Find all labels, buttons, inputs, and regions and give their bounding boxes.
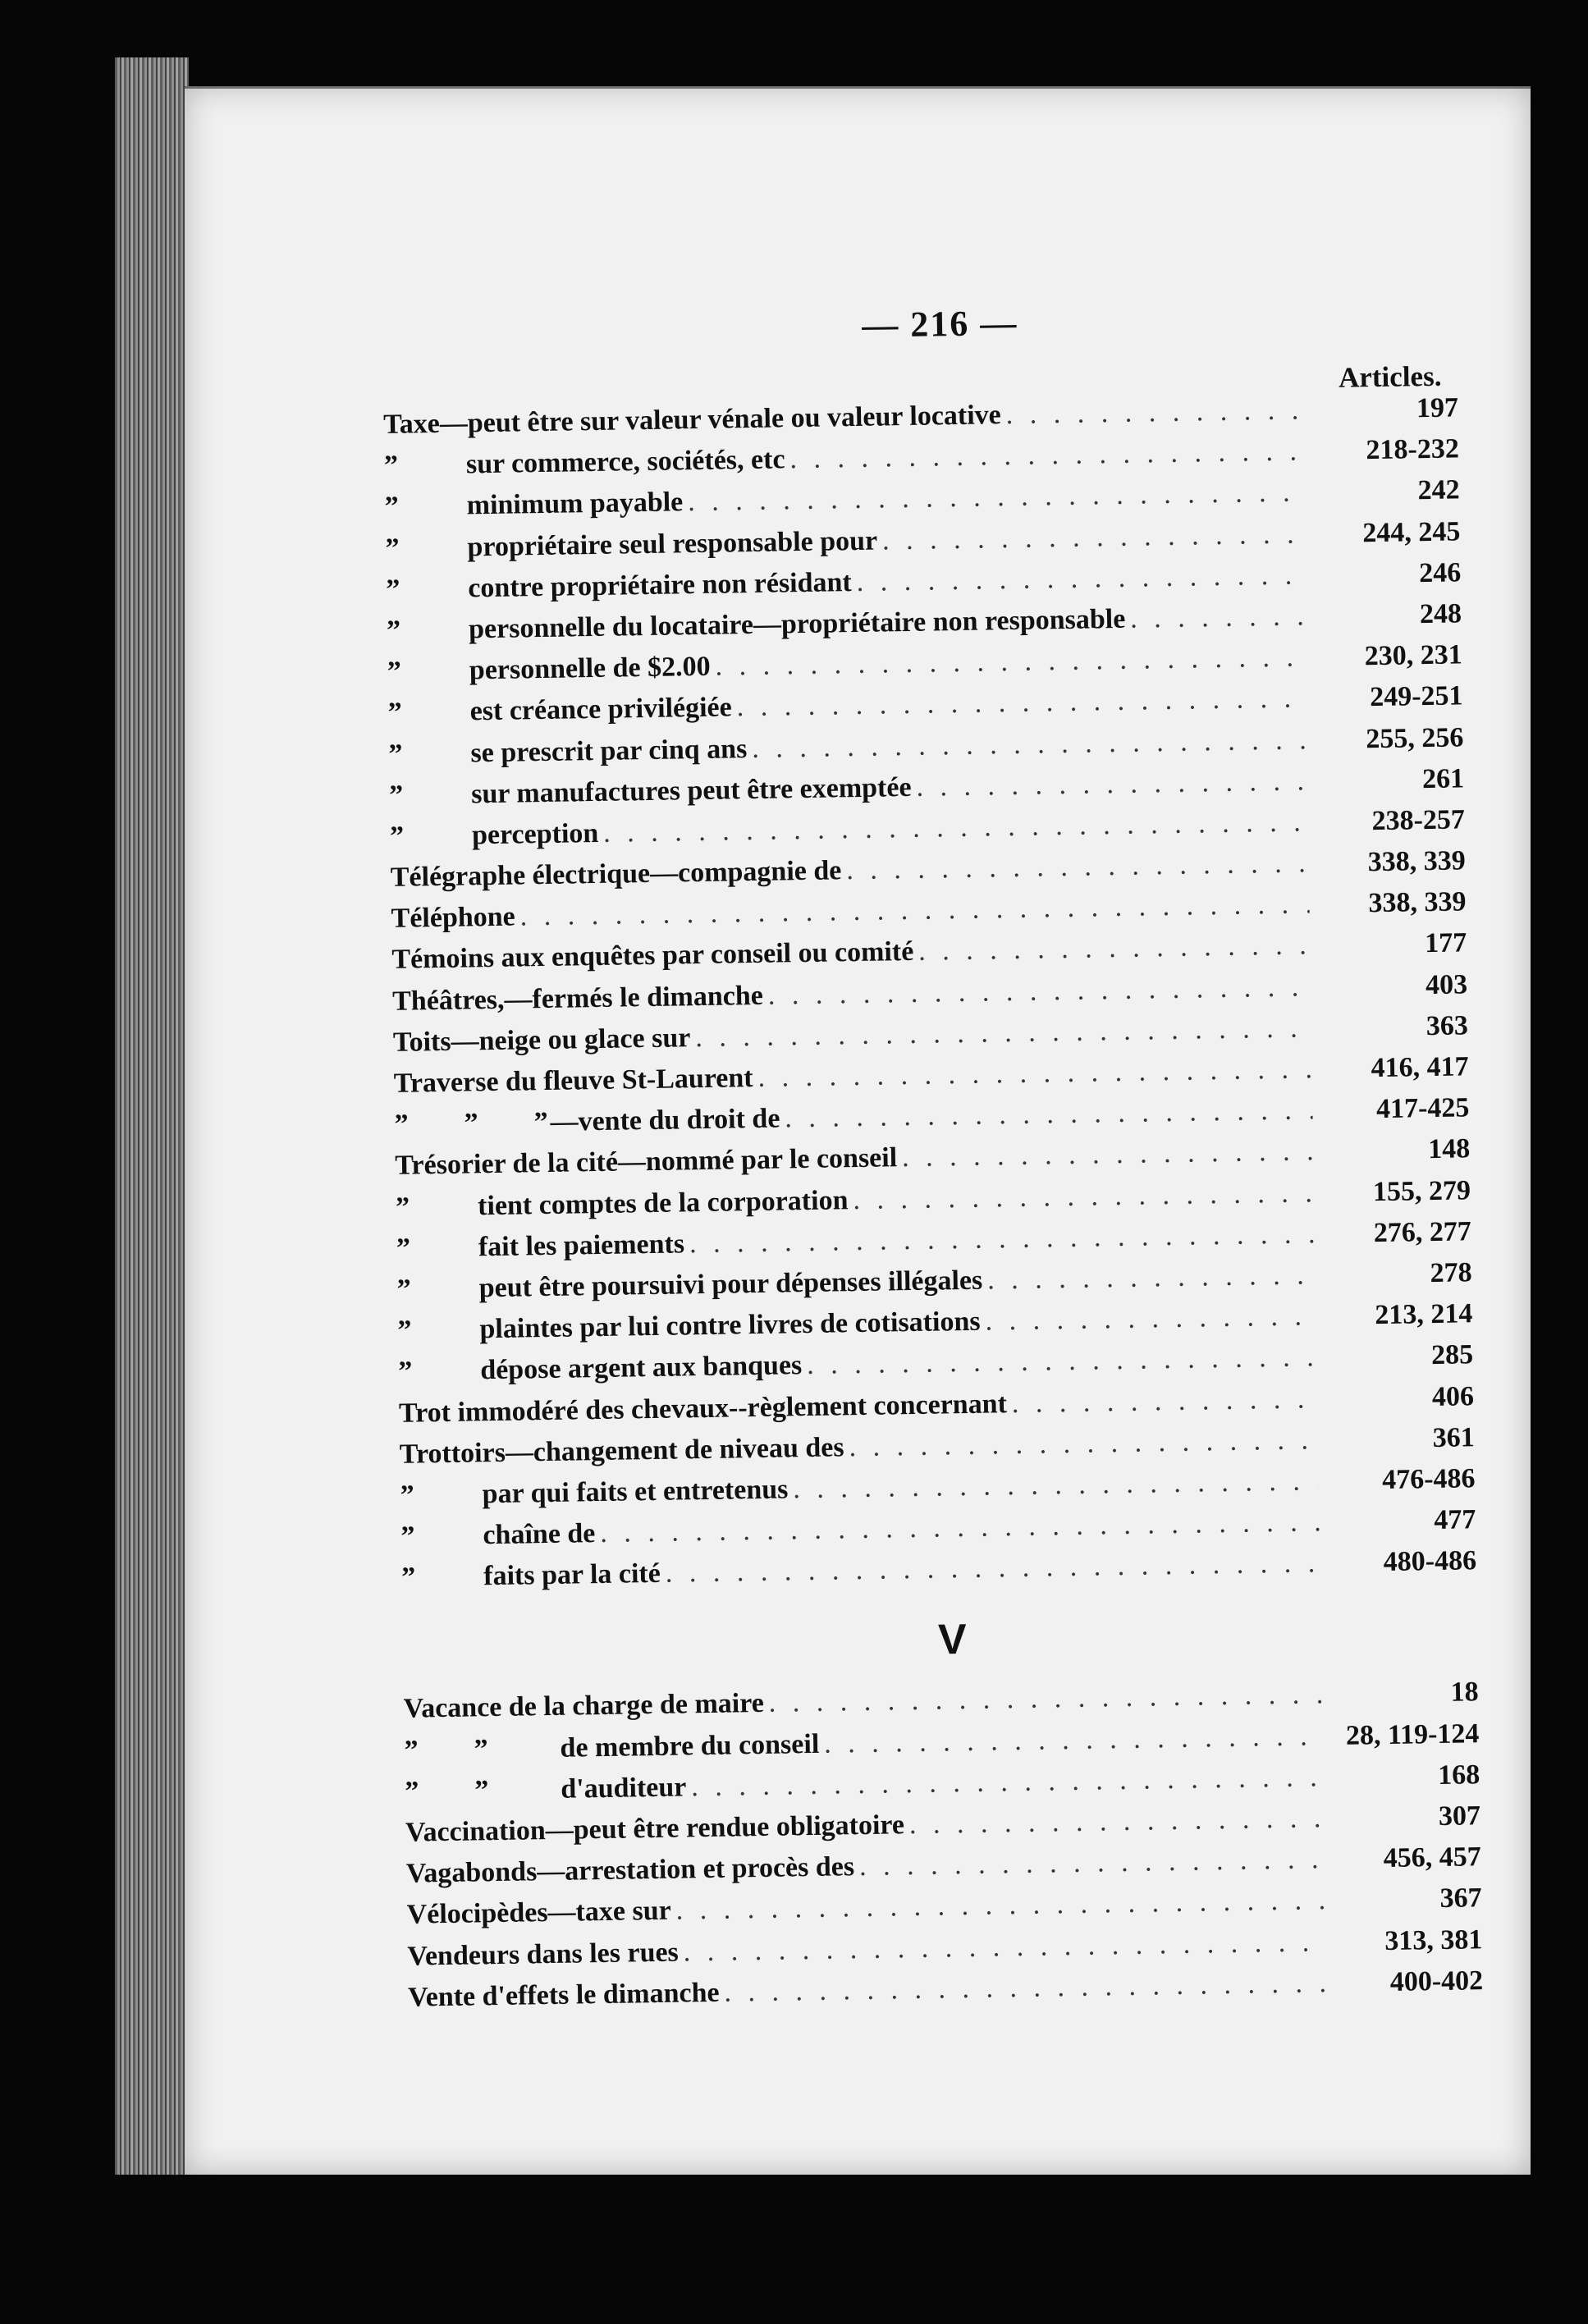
dot-leader — [846, 848, 1309, 886]
index-section-v — [403, 1677, 1491, 2023]
article-reference: 338, 339 — [1367, 845, 1466, 878]
article-reference: 406 — [1431, 1380, 1475, 1412]
article-reference: 477 — [1433, 1504, 1476, 1536]
article-reference: 476-486 — [1381, 1463, 1476, 1495]
article-reference: 361 — [1432, 1421, 1475, 1453]
article-reference: 238-257 — [1371, 804, 1466, 836]
dot-leader — [1012, 1384, 1318, 1420]
ditto-mark: ” — [387, 697, 402, 729]
column-header-articles: Articles. — [1338, 359, 1442, 394]
article-reference: 417-425 — [1375, 1092, 1470, 1125]
article-reference: 400-402 — [1389, 1965, 1484, 1997]
article-reference: 403 — [1425, 968, 1468, 1000]
article-reference: 218-232 — [1366, 433, 1460, 466]
entry-label: se prescrit par cinq ans — [470, 733, 748, 768]
entry-label: Théâtres,—fermés le dimanche — [391, 980, 764, 1017]
entry-label: tient comptes de la corporation — [477, 1184, 849, 1221]
dot-leader — [849, 1425, 1318, 1463]
entry-label: chaîne de — [483, 1518, 596, 1551]
ditto-mark: ” — [400, 1562, 416, 1594]
ditto-mark: ” — [386, 574, 400, 605]
article-reference: 177 — [1424, 927, 1467, 959]
article-reference: 276, 277 — [1373, 1216, 1472, 1248]
article-reference: 367 — [1439, 1883, 1482, 1915]
ditto-mark: ” — [395, 1192, 410, 1223]
article-reference: 213, 214 — [1375, 1298, 1473, 1331]
entry-label: fait les paiements — [478, 1228, 685, 1263]
article-reference: 255, 256 — [1366, 721, 1464, 754]
article-reference: 230, 231 — [1364, 639, 1463, 672]
book-page-edges — [115, 57, 189, 2175]
entry-label: peut être poursuivi pour dépenses illégales — [478, 1265, 983, 1304]
ditto-mark: ” — [383, 450, 399, 482]
dot-leader — [824, 1721, 1323, 1760]
entry-label: de membre du conseil — [560, 1728, 820, 1764]
article-reference: 278 — [1430, 1257, 1472, 1289]
entry-label: perception — [471, 817, 599, 851]
ditto-mark: ” ” — [404, 1733, 488, 1766]
article-reference: 248 — [1419, 598, 1462, 630]
article-reference: 313, 381 — [1384, 1924, 1483, 1956]
article-reference: 338, 339 — [1368, 886, 1467, 919]
entry-label: Vélocipèdes—taxe sur — [406, 1896, 671, 1931]
dot-leader — [853, 1178, 1314, 1216]
ditto-mark: ” — [386, 615, 401, 646]
entry-label: Vacance de la charge de maire — [403, 1688, 765, 1725]
page-top-border — [185, 86, 1531, 89]
ditto-mark: ” — [398, 1356, 413, 1388]
entry-label: Témoins aux enquêtes par conseil ou comité — [391, 936, 914, 976]
ditto-mark: ” — [397, 1315, 412, 1346]
ditto-mark: ” — [400, 1521, 415, 1552]
ditto-mark: ” — [388, 739, 403, 770]
entry-label: personnelle du locataire—propriétaire non responsable — [468, 603, 1126, 645]
article-reference: 249-251 — [1369, 680, 1463, 713]
entry-label: Vaccination—peut être rendue obligatoire — [405, 1809, 905, 1848]
dot-leader — [916, 766, 1307, 803]
dot-leader — [1130, 601, 1305, 634]
ditto-mark: ” — [396, 1274, 412, 1305]
article-reference: 307 — [1438, 1800, 1481, 1832]
entry-label: Téléphone — [391, 901, 516, 935]
article-reference: 197 — [1416, 392, 1459, 424]
article-reference: 242 — [1417, 474, 1460, 506]
dot-leader — [985, 1301, 1316, 1337]
entry-label: contre propriétaire non résidant — [468, 566, 853, 604]
entry-label: —vente du droit de — [550, 1103, 780, 1138]
entry-label: Trot immodéré des chevaux--règlement concernant — [398, 1388, 1008, 1429]
entry-label: est créance privilégiée — [469, 692, 732, 727]
article-reference: 148 — [1427, 1133, 1471, 1165]
index-content — [382, 295, 1492, 2023]
ditto-mark: ” — [400, 1480, 414, 1511]
entry-label: plaintes par lui contre livres de cotisations — [479, 1306, 981, 1345]
entry-label: Toits—neige ou glace sur — [392, 1022, 691, 1058]
ditto-mark: ” ” ” — [394, 1107, 548, 1141]
article-reference: 416, 417 — [1371, 1051, 1469, 1084]
article-reference: 285 — [1430, 1339, 1474, 1371]
article-reference: 28, 119-124 — [1345, 1718, 1480, 1751]
dot-leader — [909, 1803, 1325, 1841]
article-reference: 363 — [1426, 1010, 1469, 1041]
entry-label: Télégraphe électrique—compagnie de — [390, 855, 842, 893]
entry-label: Traverse du fleuve St-Laurent — [393, 1063, 753, 1099]
entry-label: d'auditeur — [561, 1772, 687, 1805]
dot-leader — [859, 1844, 1325, 1883]
article-reference: 155, 279 — [1372, 1174, 1471, 1207]
entry-label: par qui faits et entretenus — [482, 1474, 789, 1510]
entry-label: sur commerce, sociétés, etc — [465, 444, 785, 480]
entry-label: personnelle de $2.00 — [469, 651, 711, 686]
ditto-mark: ” — [387, 656, 402, 688]
ditto-mark: ” — [396, 1233, 411, 1264]
entry-label: Vagabonds—arrestation et procès des — [405, 1851, 855, 1889]
article-reference: 244, 245 — [1362, 515, 1461, 548]
ditto-mark: ” — [385, 533, 400, 564]
dot-leader — [987, 1260, 1316, 1296]
ditto-mark: ” — [389, 821, 405, 852]
entry-label: Trottoirs—changement de niveau des — [399, 1432, 844, 1470]
entry-label: Taxe—peut être sur valeur vénale ou valeur locative — [382, 400, 1002, 440]
article-reference: 246 — [1418, 557, 1462, 588]
dot-leader — [902, 1137, 1314, 1174]
entry-label: sur manufactures peut être exemptée — [470, 771, 912, 810]
entry-label: propriétaire seul responsable pour — [467, 525, 878, 562]
entry-label: Vendeurs dans les rues — [407, 1937, 680, 1972]
ditto-mark: ” — [388, 780, 404, 811]
article-reference: 168 — [1437, 1759, 1480, 1791]
entry-label: faits par la cité — [483, 1558, 661, 1592]
article-reference: 456, 457 — [1383, 1841, 1482, 1874]
ditto-mark: ” — [384, 492, 400, 523]
dot-leader — [856, 560, 1304, 598]
entry-label: Trésorier de la cité—nommé par le conseil — [395, 1142, 898, 1182]
index-section-t — [383, 392, 1485, 1603]
entry-label: dépose argent aux banques — [479, 1350, 803, 1386]
article-reference: 18 — [1450, 1677, 1479, 1709]
dot-leader — [882, 519, 1304, 556]
article-reference: 261 — [1421, 763, 1465, 794]
page-number: — 216 — — [861, 302, 1018, 345]
entry-label: Vente d'effets le dimanche — [407, 1977, 720, 2013]
entry-label: minimum payable — [466, 487, 684, 521]
dot-leader — [1005, 395, 1302, 431]
dot-leader — [918, 931, 1311, 968]
article-reference: 480-486 — [1383, 1545, 1477, 1578]
section-heading-v: V — [937, 1616, 968, 1664]
ditto-mark: ” ” — [405, 1774, 489, 1807]
